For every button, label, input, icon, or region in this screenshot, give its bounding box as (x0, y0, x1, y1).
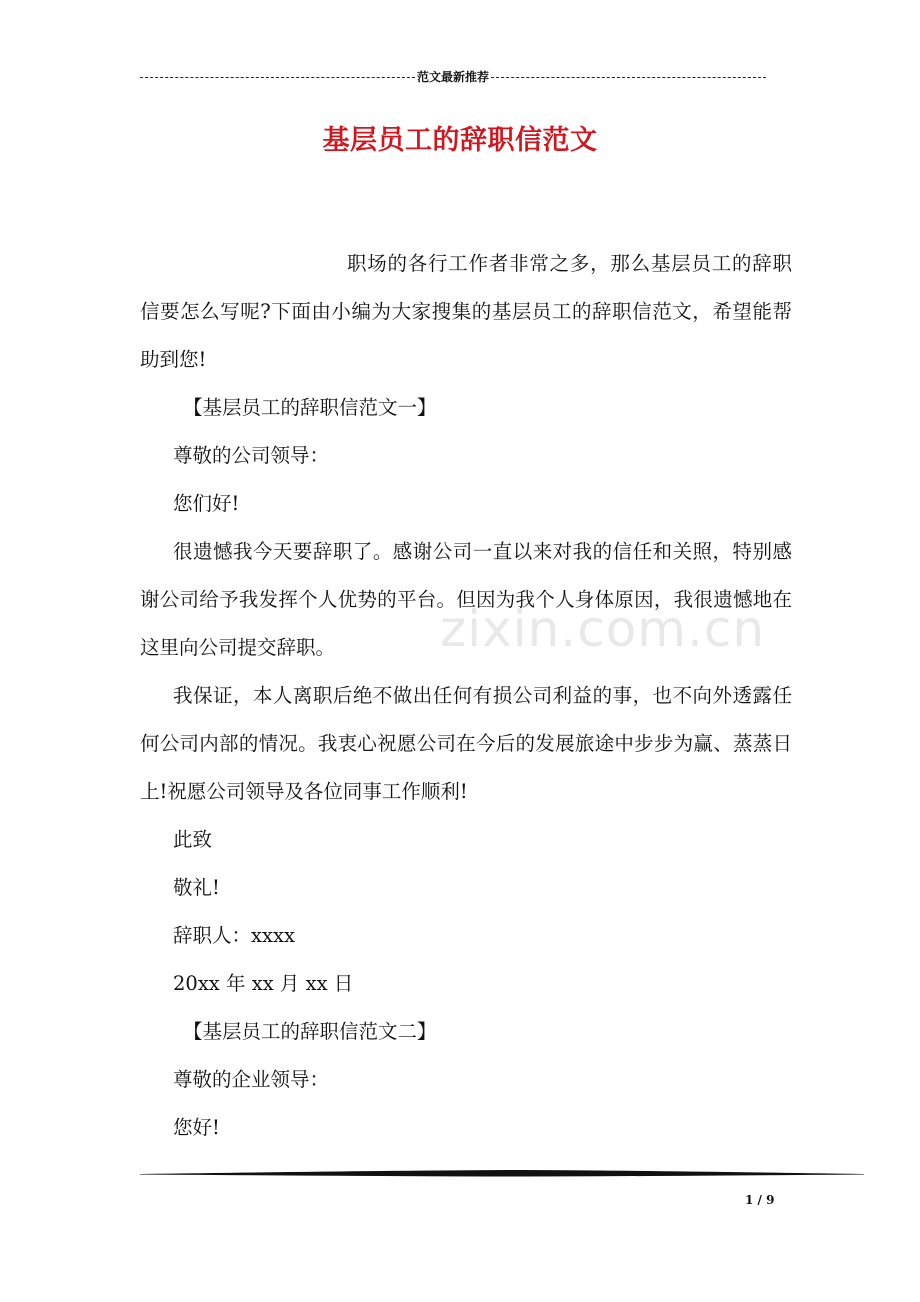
document-body (140, 240, 792, 1152)
intro-paragraph: 职场的各行工作者非常之多，那么基层员工的辞职信要怎么写呢?下面由小编为大家搜集的基层员工的辞职信范文，希望能帮助到您! (140, 252, 792, 371)
footer-rule (140, 1169, 864, 1177)
watermark: zixin.com.cn (440, 600, 766, 658)
section-heading-1: 【基层员工的辞职信范文一】 (183, 396, 437, 419)
salutation-1: 尊敬的公司领导： (173, 444, 330, 467)
body-paragraph-1: 很遗憾我今天要辞职了。感谢公司一直以来对我的信任和关照，特别感谢公司给予我发挥个人优势的平台。但因为我个人身体原因，我很遗憾地在这里向公司提交辞职。 (140, 540, 792, 659)
header-label: 范文最新推荐 (417, 70, 490, 84)
closing-line-2: 敬礼! (173, 876, 220, 899)
header-dash-left (140, 77, 415, 78)
signature-line: 辞职人：xxxx (173, 924, 295, 947)
greeting-1: 您们好! (173, 492, 240, 515)
page-header (140, 70, 766, 84)
body-paragraph-2: 我保证，本人离职后绝不做出任何有损公司利益的事，也不向外透露任何公司内部的情况。我衷心祝愿公司在今后的发展旅途中步步为赢、蒸蒸日上!祝愿公司领导及各位同事工作顺利! (140, 684, 792, 803)
date-line: 20xx 年 xx 月 xx 日 (173, 972, 354, 995)
greeting-2: 您好! (173, 1116, 220, 1139)
salutation-2: 尊敬的企业领导： (173, 1068, 330, 1091)
page-number: 1 / 9 (745, 1193, 775, 1207)
header-dash-right (491, 77, 766, 78)
document-title: 基层员工的辞职信范文 (322, 125, 598, 156)
closing-line-1: 此致 (173, 828, 213, 851)
section-heading-2: 【基层员工的辞职信范文二】 (183, 1020, 437, 1043)
